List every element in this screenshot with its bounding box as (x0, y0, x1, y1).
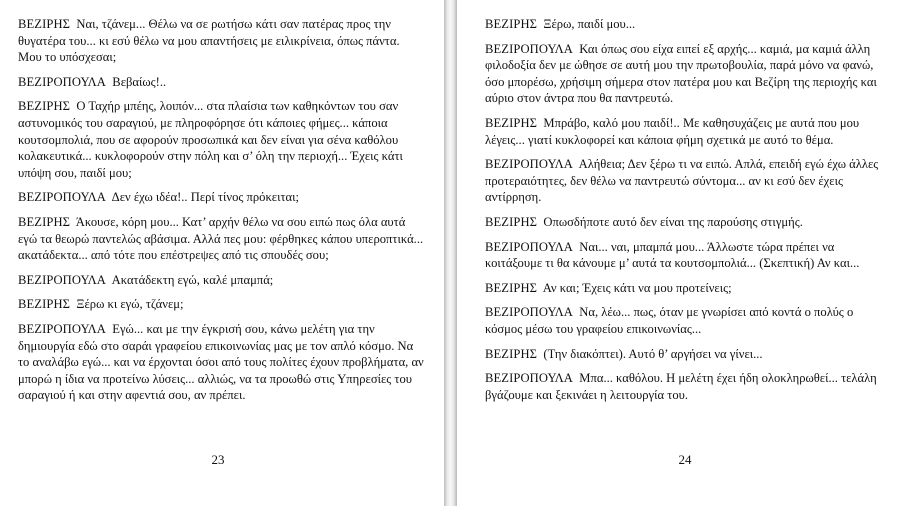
dialogue-text: Και όπως σου είχα ειπεί εξ αρχής... καμιά, μα καμιά άλλη φιλοδοξία δεν με ώθησε σε αυτή μου την πρωτοβουλία, παρά μόνο να φανώ, όσο μπορέσω, χρήσιμη σήμερα στον πατέρα μου και Βεζίρη της περιοχής και αύριο στον άντρα που θα παντρευτώ. (485, 41, 877, 106)
dialogue-text: Να, λέω... πως, όταν με γνωρίσει από κοντά ο πολύς ο κόσμος μέσω του γραφείου επικοινωνίας... (485, 305, 854, 336)
speaker-name: ΒΕΖΙΡΗΣ (485, 17, 538, 31)
speaker-name: ΒΕΖΙΡΗΣ (485, 214, 538, 229)
dialogue-text: Εγώ... και με την έγκρισή σου, κάνω μελέτη για την δημιουργία εδώ στο σαράι γραφείου επικοινωνίας μας με τον απλό κόσμο. Να το αναλάβω εγώ... και να έρχονται όσοι από τους πολίτες έχουν προβλήματα, αν μπορώ η ίδια να προτείνω λύσεις... αλλιώς, να τα προωθώ στις Υπηρεσίες του σαραγιού ή και στην αφεντιά σου, αν πρέπει. (18, 321, 424, 403)
dialogue-paragraph (485, 16, 883, 33)
dialogue-text: Βεβαίως!.. (112, 74, 167, 89)
speaker-name: ΒΕΖΙΡΟΠΟΥΛΑ (485, 371, 573, 386)
dialogue-text: Ξέρω κι εγώ, τζάνεμ; (76, 297, 184, 312)
dialogue-text: Ναι, τζάνεμ... Θέλω να σε ρωτήσω κάτι σαν πατέρας προς την θυγατέρα του... κι εσύ θέλω να μου απαντήσεις με ειλικρίνεια, όπως πάντα. Μου το υπόσχεσαι; (18, 17, 400, 65)
page-number: 24 (678, 452, 692, 467)
dialogue-paragraph (18, 98, 424, 181)
page-number: 23 (211, 452, 225, 467)
dialogue-text: Μπα... καθόλου. Η μελέτη έχει ήδη ολοκληρωθεί... τελάλη βγάζουμε και ξεκινάει η λειτουργία του. (485, 371, 877, 402)
dialogue-text: Άκουσε, κόρη μου... Κατ’ αρχήν θέλω να σου ειπώ πως όλα αυτά εγώ τα θεωρώ παντελώς αβάσιμα. Αλλά πες μου: φέρθηκες κάπου υπεροπτικά... ακατάδεκτα... από τότε που επέστρεψες από τις σπουδές σου; (18, 214, 424, 263)
speaker-name: ΒΕΖΙΡΟΠΟΥΛΑ (485, 41, 573, 56)
dialogue-text: Αλήθεια; Δεν ξέρω τι να ειπώ. Απλά, επειδή εγώ έχω άλλες προτεραιότητες, δεν θέλω να παντρευτώ σύντομα... αν κι εσύ δεν έχεις αντίρρηση. (485, 157, 879, 205)
dialogue-paragraph (485, 214, 883, 231)
right-page (457, 0, 901, 506)
dialogue-text: Ακατάδεκτη εγώ, καλέ μπαμπά; (111, 272, 274, 287)
dialogue-paragraph (485, 115, 883, 148)
dialogue-paragraph (485, 370, 883, 403)
speaker-name: ΒΕΖΙΡΗΣ (485, 115, 538, 130)
speaker-name: ΒΕΖΙΡΗΣ (485, 280, 538, 295)
dialogue-paragraph (18, 16, 424, 66)
dialogue-paragraph (18, 74, 424, 91)
dialogue-text: Αν και; Έχεις κάτι να μου προτείνεις; (542, 280, 732, 295)
dialogue-paragraph (485, 280, 883, 297)
speaker-name: ΒΕΖΙΡΟΠΟΥΛΑ (18, 321, 106, 336)
dialogue-paragraph (485, 239, 883, 272)
dialogue-text: Ξέρω, παιδί μου... (543, 17, 636, 31)
speaker-name: ΒΕΖΙΡΗΣ (18, 297, 71, 312)
speaker-name: ΒΕΖΙΡΟΠΟΥΛΑ (485, 157, 573, 172)
book-spine-gutter (444, 0, 457, 506)
speaker-name: ΒΕΖΙΡΟΠΟΥΛΑ (485, 305, 573, 320)
dialogue-text: Οπωσδήποτε αυτό δεν είναι της παρούσης στιγμής. (543, 214, 803, 229)
dialogue-paragraph (18, 189, 424, 206)
speaker-name: ΒΕΖΙΡΗΣ (485, 346, 538, 361)
dialogue-paragraph (18, 296, 424, 313)
dialogue-paragraph (485, 156, 883, 206)
dialogue-paragraph (485, 41, 883, 107)
dialogue-paragraph (485, 304, 883, 337)
speaker-name: ΒΕΖΙΡΗΣ (18, 214, 71, 229)
speaker-name: ΒΕΖΙΡΗΣ (18, 17, 71, 31)
speaker-name: ΒΕΖΙΡΟΠΟΥΛΑ (485, 239, 573, 254)
dialogue-text: Ο Ταχήρ μπέης, λοιπόν... στα πλαίσια των καθηκόντων του σαν αστυνομικός του σαραγιού, με πληροφόρησε ότι κάποιες φήμες... κάποια κουτσομπολιά, που σε αφορούν προσωπικά και δεν είναι για σένα καθόλου κολακευτικά... κυκλοφορούν στην πόλη και σ’ όλη την περιοχή... Έχεις κάτι υπόψη σου, παιδί μου; (18, 99, 403, 180)
dialogue-paragraph (18, 321, 424, 404)
dialogue-text: Δεν έχω ιδέα!.. Περί τίνος πρόκειται; (111, 190, 300, 205)
speaker-name: ΒΕΖΙΡΟΠΟΥΛΑ (18, 190, 106, 205)
dialogue-text: Μπράβο, καλό μου παιδί!.. Με καθησυχάζεις με αυτά που μου λέγεις... γιατί κυκλοφορεί και κάποια φήμη σχετικά με αυτό το θέμα. (485, 115, 860, 147)
speaker-name: ΒΕΖΙΡΟΠΟΥΛΑ (18, 272, 106, 287)
speaker-name: ΒΕΖΙΡΟΠΟΥΛΑ (18, 74, 106, 89)
dialogue-paragraph (18, 214, 424, 264)
left-page (0, 0, 444, 506)
dialogue-text: Ναι... ναι, μπαμπά μου... Άλλωστε τώρα πρέπει να κοιτάξουμε τι θα κάνουμε μ’ αυτά τα κουτσομπολιά... (Σκεπτική) Αν και... (485, 239, 860, 271)
dialogue-text: (Την διακόπτει). Αυτό θ’ αργήσει να γίνει... (543, 346, 763, 361)
dialogue-paragraph (18, 272, 424, 289)
speaker-name: ΒΕΖΙΡΗΣ (18, 99, 71, 114)
dialogue-paragraph (485, 346, 883, 363)
